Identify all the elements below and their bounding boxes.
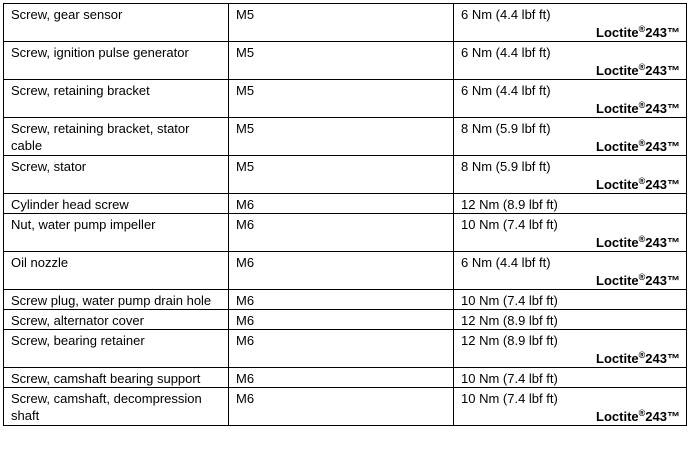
table-row xyxy=(4,118,687,156)
loctite-name: Loctite xyxy=(596,235,639,250)
thread-cell: M6 xyxy=(229,194,454,214)
torque-value: 10 Nm (7.4 lbf ft) xyxy=(461,217,558,232)
table-row xyxy=(4,252,687,290)
torque-value: 10 Nm (7.4 lbf ft) xyxy=(461,391,558,406)
thread-cell: M5 xyxy=(229,4,454,42)
loctite-note xyxy=(461,62,682,79)
thread-cell: M5 xyxy=(229,118,454,156)
table-row xyxy=(4,214,687,252)
thread-cell: M6 xyxy=(229,214,454,252)
description-cell: Nut, water pump impeller xyxy=(4,214,229,252)
loctite-product: 243™ xyxy=(645,273,680,288)
loctite-note xyxy=(461,24,682,41)
loctite-product: 243™ xyxy=(645,25,680,40)
torque-cell xyxy=(454,290,687,310)
torque-cell xyxy=(454,156,687,194)
torque-cell xyxy=(454,252,687,290)
torque-value: 12 Nm (8.9 lbf ft) xyxy=(461,197,558,212)
loctite-name: Loctite xyxy=(596,25,639,40)
torque-cell xyxy=(454,330,687,368)
loctite-product: 243™ xyxy=(645,139,680,154)
torque-cell xyxy=(454,80,687,118)
torque-value: 10 Nm (7.4 lbf ft) xyxy=(461,371,558,386)
table-row xyxy=(4,330,687,368)
description-cell: Cylinder head screw xyxy=(4,194,229,214)
loctite-product: 243™ xyxy=(645,351,680,366)
loctite-note xyxy=(461,350,682,367)
description-cell: Screw, camshaft, decompression shaft xyxy=(4,388,229,426)
torque-value: 6 Nm (4.4 lbf ft) xyxy=(461,7,551,22)
loctite-note xyxy=(461,272,682,289)
torque-value: 6 Nm (4.4 lbf ft) xyxy=(461,83,551,98)
description-cell: Screw, stator xyxy=(4,156,229,194)
torque-cell xyxy=(454,194,687,214)
table-row xyxy=(4,290,687,310)
loctite-note xyxy=(461,234,682,251)
thread-cell: M6 xyxy=(229,388,454,426)
table-row xyxy=(4,194,687,214)
registered-mark: ® xyxy=(638,100,646,110)
loctite-name: Loctite xyxy=(596,139,639,154)
torque-cell xyxy=(454,310,687,330)
description-cell: Screw, retaining bracket xyxy=(4,80,229,118)
torque-cell xyxy=(454,388,687,426)
table-row xyxy=(4,80,687,118)
loctite-note xyxy=(461,176,682,193)
thread-cell: M5 xyxy=(229,80,454,118)
loctite-name: Loctite xyxy=(596,101,639,116)
loctite-name: Loctite xyxy=(596,177,639,192)
torque-table xyxy=(3,3,687,426)
table-row xyxy=(4,156,687,194)
registered-mark: ® xyxy=(638,234,646,244)
loctite-product: 243™ xyxy=(645,63,680,78)
loctite-product: 243™ xyxy=(645,177,680,192)
description-cell: Screw, retaining bracket, stator cable xyxy=(4,118,229,156)
thread-cell: M6 xyxy=(229,330,454,368)
torque-cell xyxy=(454,368,687,388)
loctite-product: 243™ xyxy=(645,101,680,116)
registered-mark: ® xyxy=(638,138,646,148)
torque-cell xyxy=(454,42,687,80)
torque-value: 12 Nm (8.9 lbf ft) xyxy=(461,313,558,328)
torque-value: 8 Nm (5.9 lbf ft) xyxy=(461,159,551,174)
description-cell: Screw, bearing retainer xyxy=(4,330,229,368)
torque-cell xyxy=(454,4,687,42)
table-row xyxy=(4,388,687,426)
loctite-note xyxy=(461,100,682,117)
torque-value: 6 Nm (4.4 lbf ft) xyxy=(461,45,551,60)
table-row xyxy=(4,4,687,42)
thread-cell: M6 xyxy=(229,252,454,290)
description-cell: Oil nozzle xyxy=(4,252,229,290)
registered-mark: ® xyxy=(638,408,646,418)
thread-cell: M5 xyxy=(229,42,454,80)
loctite-product: 243™ xyxy=(645,409,680,424)
description-cell: Screw plug, water pump drain hole xyxy=(4,290,229,310)
loctite-note xyxy=(461,138,682,155)
torque-value: 12 Nm (8.9 lbf ft) xyxy=(461,333,558,348)
registered-mark: ® xyxy=(638,272,646,282)
description-cell: Screw, ignition pulse generator xyxy=(4,42,229,80)
description-cell: Screw, gear sensor xyxy=(4,4,229,42)
registered-mark: ® xyxy=(638,350,646,360)
table-row xyxy=(4,310,687,330)
description-cell: Screw, camshaft bearing support xyxy=(4,368,229,388)
loctite-note xyxy=(461,408,682,425)
thread-cell: M5 xyxy=(229,156,454,194)
loctite-name: Loctite xyxy=(596,409,639,424)
thread-cell: M6 xyxy=(229,310,454,330)
torque-value: 8 Nm (5.9 lbf ft) xyxy=(461,121,551,136)
thread-cell: M6 xyxy=(229,290,454,310)
registered-mark: ® xyxy=(638,24,646,34)
loctite-product: 243™ xyxy=(645,235,680,250)
registered-mark: ® xyxy=(638,176,646,186)
loctite-name: Loctite xyxy=(596,63,639,78)
description-cell: Screw, alternator cover xyxy=(4,310,229,330)
table-row xyxy=(4,368,687,388)
torque-cell xyxy=(454,118,687,156)
torque-cell xyxy=(454,214,687,252)
loctite-name: Loctite xyxy=(596,351,639,366)
torque-value: 6 Nm (4.4 lbf ft) xyxy=(461,255,551,270)
loctite-name: Loctite xyxy=(596,273,639,288)
thread-cell: M6 xyxy=(229,368,454,388)
torque-value: 10 Nm (7.4 lbf ft) xyxy=(461,293,558,308)
registered-mark: ® xyxy=(638,62,646,72)
table-row xyxy=(4,42,687,80)
torque-table-body xyxy=(4,4,687,426)
